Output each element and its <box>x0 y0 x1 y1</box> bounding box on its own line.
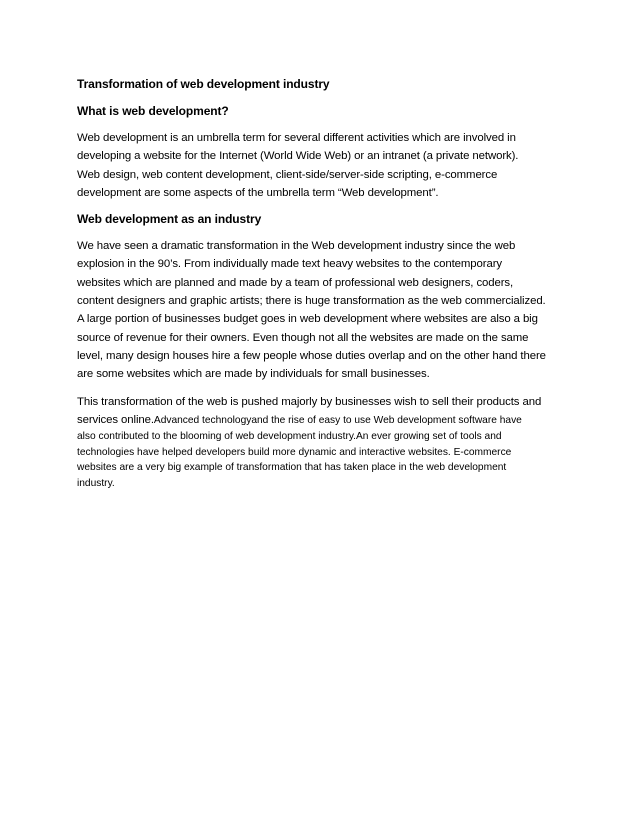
paragraph-line: websites which are planned and made by a team of professional web designers, coders, <box>77 276 514 289</box>
section-heading-what-is-web-development: What is web development? <box>77 104 229 118</box>
paragraph-web-development-industry <box>77 237 577 383</box>
paragraph-line: are some websites which are made by individuals for small businesses. <box>77 368 430 381</box>
paragraph-what-is-web-development <box>77 129 577 202</box>
section-heading-web-development-industry: Web development as an industry <box>77 212 262 227</box>
paragraph-line: Web design, web content development, client-side/server-side scripting, e-commerce <box>77 168 498 181</box>
paragraph-line: We have seen a dramatic transformation in the Web development industry since the web <box>77 240 516 253</box>
paragraph-line: A large portion of businesses budget goes in web development where websites are also a big <box>77 313 538 326</box>
paragraph-line: explosion in the 90’s. From individually made text heavy websites to the contemporary <box>77 258 502 271</box>
paragraph-line: content designers and graphic artists; there is huge transformation as the web commercialized. <box>77 295 546 308</box>
paragraph-line: source of revenue for their owners. Even though not all the websites are made on the same <box>77 331 529 344</box>
paragraph-line: technologies have helped developers build more dynamic and interactive websites. E-commerce <box>77 446 512 458</box>
paragraph-line: This transformation of the web is pushed majorly by businesses wish to sell their products and <box>77 395 542 408</box>
paragraph-line: developing a website for the Internet (World Wide Web) or an intranet (a private network). <box>77 150 519 163</box>
document-content <box>77 76 577 491</box>
paragraph-line <box>77 412 577 430</box>
paragraph-line: also contributed to the blooming of web development industry.An ever growing set of tools and <box>77 431 502 443</box>
paragraph-line-fragment: services online. <box>77 413 154 426</box>
paragraph-line: level, many design houses hire a few people whose duties overlap and on the other hand there <box>77 349 546 362</box>
paragraph-line: websites are a very big example of transformation that has taken place in the web development <box>77 462 507 474</box>
paragraph-line: industry. <box>77 477 115 489</box>
paragraph-transformation-pushed-by-businesses <box>77 393 577 492</box>
document-title: Transformation of web development industry <box>77 77 330 91</box>
paragraph-line-fragment: Advanced technologyand the rise of easy to use Web development software have <box>153 414 522 426</box>
paragraph-line: Web development is an umbrella term for several different activities which are involved in <box>77 132 516 144</box>
paragraph-line: development are some aspects of the umbrella term “Web development”. <box>77 186 439 199</box>
